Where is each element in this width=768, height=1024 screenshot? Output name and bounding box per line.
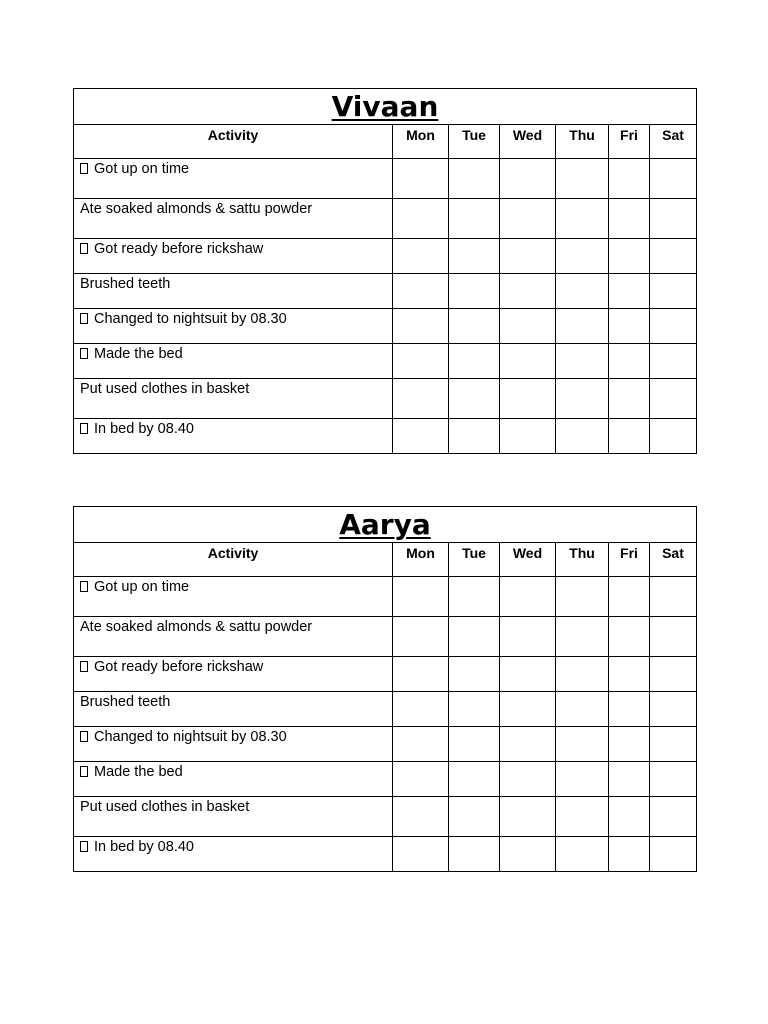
check-cell-thu[interactable] [556,797,609,837]
check-cell-wed[interactable] [500,274,556,309]
activity-label: Brushed teeth [80,694,171,710]
day-header-fri: Fri [609,125,650,159]
activity-cell [74,199,393,239]
check-cell-fri[interactable] [609,274,650,309]
activity-row [74,309,697,344]
check-cell-wed[interactable] [500,617,556,657]
checkbox-square-icon [80,581,88,592]
check-cell-wed[interactable] [500,239,556,274]
activity-row [74,692,697,727]
day-header-tue: Tue [449,543,500,577]
check-cell-tue[interactable] [449,577,500,617]
check-cell-wed[interactable] [500,727,556,762]
check-cell-mon[interactable] [393,379,449,419]
activity-row [74,419,697,454]
activity-cell [74,837,393,872]
check-cell-wed[interactable] [500,159,556,199]
day-header-thu: Thu [556,125,609,159]
check-cell-sat[interactable] [650,727,697,762]
check-cell-thu[interactable] [556,837,609,872]
check-cell-sat[interactable] [650,239,697,274]
check-cell-tue[interactable] [449,379,500,419]
day-header-sat: Sat [650,125,697,159]
checkbox-square-icon [80,731,88,742]
activity-row [74,379,697,419]
checkbox-square-icon [80,766,88,777]
checkbox-square-icon [80,243,88,254]
check-cell-tue[interactable] [449,617,500,657]
check-cell-fri[interactable] [609,379,650,419]
activity-cell [74,309,393,344]
day-header-wed: Wed [500,543,556,577]
activity-row [74,577,697,617]
check-cell-thu[interactable] [556,159,609,199]
check-cell-fri[interactable] [609,837,650,872]
check-cell-sat[interactable] [650,199,697,239]
check-cell-thu[interactable] [556,577,609,617]
checkbox-square-icon [80,661,88,672]
check-cell-mon[interactable] [393,199,449,239]
activity-cell [74,379,393,419]
activity-cell [74,239,393,274]
check-cell-wed[interactable] [500,199,556,239]
check-cell-wed[interactable] [500,837,556,872]
activity-chart-vivaan [73,88,697,454]
check-cell-sat[interactable] [650,274,697,309]
check-cell-fri[interactable] [609,344,650,379]
check-cell-thu[interactable] [556,344,609,379]
day-header-wed: Wed [500,125,556,159]
activity-label: Got ready before rickshaw [94,659,264,675]
check-cell-mon[interactable] [393,344,449,379]
activity-header: Activity [74,543,393,577]
check-cell-tue[interactable] [449,239,500,274]
check-cell-wed[interactable] [500,577,556,617]
activity-row [74,837,697,872]
check-cell-fri[interactable] [609,159,650,199]
check-cell-mon[interactable] [393,274,449,309]
check-cell-sat[interactable] [650,657,697,692]
check-cell-tue[interactable] [449,657,500,692]
day-header-mon: Mon [393,543,449,577]
activity-cell [74,692,393,727]
check-cell-tue[interactable] [449,344,500,379]
check-cell-mon[interactable] [393,692,449,727]
day-header-fri: Fri [609,543,650,577]
check-cell-fri[interactable] [609,199,650,239]
check-cell-mon[interactable] [393,309,449,344]
check-cell-tue[interactable] [449,309,500,344]
check-cell-mon[interactable] [393,617,449,657]
check-cell-tue[interactable] [449,797,500,837]
activity-cell [74,617,393,657]
day-header-sat: Sat [650,543,697,577]
check-cell-tue[interactable] [449,199,500,239]
activity-cell [74,762,393,797]
activity-label: Got up on time [94,161,190,177]
check-cell-mon[interactable] [393,762,449,797]
check-cell-mon[interactable] [393,657,449,692]
check-cell-wed[interactable] [500,762,556,797]
check-cell-tue[interactable] [449,837,500,872]
checkbox-square-icon [80,313,88,324]
check-cell-tue[interactable] [449,159,500,199]
check-cell-sat[interactable] [650,837,697,872]
activity-row [74,239,697,274]
check-cell-tue[interactable] [449,692,500,727]
activity-label: Made the bed [94,346,183,362]
activity-header: Activity [74,125,393,159]
check-cell-thu[interactable] [556,274,609,309]
check-cell-fri[interactable] [609,657,650,692]
activity-label: Ate soaked almonds & sattu powder [80,619,313,635]
activity-row [74,199,697,239]
activity-row [74,727,697,762]
activity-label: Put used clothes in basket [80,799,250,815]
checkbox-square-icon [80,841,88,852]
check-cell-sat[interactable] [650,692,697,727]
activity-cell [74,727,393,762]
check-cell-fri[interactable] [609,309,650,344]
activity-chart-aarya [73,506,697,872]
check-cell-fri[interactable] [609,797,650,837]
activity-row [74,344,697,379]
check-cell-thu[interactable] [556,727,609,762]
activity-label: Changed to nightsuit by 08.30 [94,729,287,745]
check-cell-thu[interactable] [556,657,609,692]
check-cell-thu[interactable] [556,419,609,454]
check-cell-mon[interactable] [393,837,449,872]
check-cell-tue[interactable] [449,727,500,762]
check-cell-sat[interactable] [650,419,697,454]
day-header-thu: Thu [556,543,609,577]
check-cell-thu[interactable] [556,692,609,727]
check-cell-sat[interactable] [650,344,697,379]
activity-label: Ate soaked almonds & sattu powder [80,201,313,217]
activity-cell [74,797,393,837]
checkbox-square-icon [80,348,88,359]
check-cell-wed[interactable] [500,309,556,344]
check-cell-thu[interactable] [556,309,609,344]
activity-row [74,797,697,837]
header-row [74,543,697,577]
check-cell-wed[interactable] [500,797,556,837]
activity-label: Brushed teeth [80,276,171,292]
activity-cell [74,159,393,199]
check-cell-wed[interactable] [500,657,556,692]
activity-label: In bed by 08.40 [94,839,194,855]
activity-cell [74,274,393,309]
check-cell-sat[interactable] [650,577,697,617]
activity-label: Made the bed [94,764,183,780]
check-cell-mon[interactable] [393,159,449,199]
check-cell-fri[interactable] [609,692,650,727]
check-cell-fri[interactable] [609,762,650,797]
check-cell-wed[interactable] [500,419,556,454]
activity-row [74,657,697,692]
check-cell-sat[interactable] [650,762,697,797]
check-cell-wed[interactable] [500,344,556,379]
activity-cell [74,577,393,617]
activity-cell [74,419,393,454]
check-cell-wed[interactable] [500,379,556,419]
activity-cell [74,657,393,692]
checkbox-square-icon [80,423,88,434]
day-header-mon: Mon [393,125,449,159]
check-cell-wed[interactable] [500,692,556,727]
check-cell-thu[interactable] [556,239,609,274]
activity-cell [74,344,393,379]
activity-row [74,274,697,309]
activity-row [74,159,697,199]
check-cell-mon[interactable] [393,419,449,454]
header-row [74,125,697,159]
check-cell-fri[interactable] [609,727,650,762]
chart-title: Vivaan [331,89,439,123]
chart-title-cell [74,507,697,543]
check-cell-sat[interactable] [650,797,697,837]
check-cell-sat[interactable] [650,379,697,419]
check-cell-thu[interactable] [556,762,609,797]
checkbox-square-icon [80,163,88,174]
day-header-tue: Tue [449,125,500,159]
chart-title-cell [74,89,697,125]
activity-label: Got ready before rickshaw [94,241,264,257]
check-cell-mon[interactable] [393,239,449,274]
check-cell-fri[interactable] [609,239,650,274]
check-cell-thu[interactable] [556,617,609,657]
activity-label: Changed to nightsuit by 08.30 [94,311,287,327]
check-cell-fri[interactable] [609,419,650,454]
activity-row [74,617,697,657]
check-cell-fri[interactable] [609,577,650,617]
check-cell-thu[interactable] [556,199,609,239]
activity-label: Got up on time [94,579,190,595]
check-cell-thu[interactable] [556,379,609,419]
check-cell-mon[interactable] [393,797,449,837]
check-cell-mon[interactable] [393,577,449,617]
activity-label: In bed by 08.40 [94,421,194,437]
check-cell-mon[interactable] [393,727,449,762]
check-cell-sat[interactable] [650,309,697,344]
check-cell-sat[interactable] [650,617,697,657]
chart-title: Aarya [339,507,431,541]
check-cell-fri[interactable] [609,617,650,657]
check-cell-tue[interactable] [449,762,500,797]
check-cell-tue[interactable] [449,419,500,454]
activity-row [74,762,697,797]
activity-label: Put used clothes in basket [80,381,250,397]
check-cell-tue[interactable] [449,274,500,309]
check-cell-sat[interactable] [650,159,697,199]
